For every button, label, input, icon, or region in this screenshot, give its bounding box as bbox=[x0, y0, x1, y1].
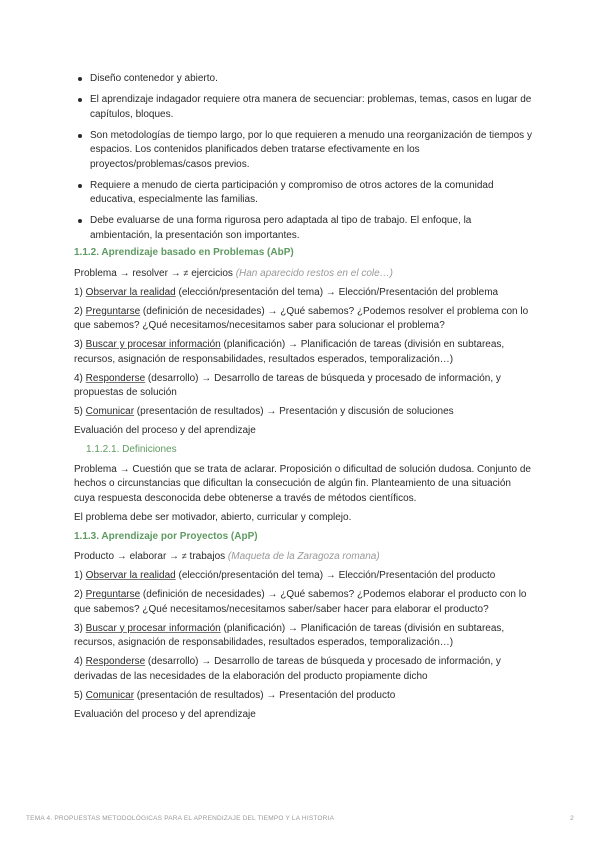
section-heading-abp: 1.1.2. Aprendizaje basado en Problemas (AbP) bbox=[74, 247, 294, 258]
example-note: (Han aparecido restos en el cole…) bbox=[235, 267, 393, 279]
abp-step-3: 3) Buscar y procesar información (planificación) → Planificación de tareas (división en subtareas, recursos, asignación de responsabilidades, resultados esperados, temporalización…) bbox=[74, 339, 505, 365]
abp-step-2: 2) Preguntarse (definición de necesidades) → ¿Qué sabemos? ¿Podemos resolver el problema con lo que sabemos? ¿Qué necesitamos/necesitamos saber para solucionar el problema? bbox=[74, 305, 529, 331]
abp-intro: Problema → resolver → ≠ ejercicios (Han aparecido restos en el cole…) bbox=[74, 267, 393, 279]
bullet-icon bbox=[78, 77, 82, 81]
list-item: Diseño contenedor y abierto. bbox=[74, 72, 534, 87]
app-step-2: 2) Preguntarse (definición de necesidades) → ¿Qué sabemos? ¿Podemos elaborar el producto con lo que sabemos? ¿Qué necesitamos/necesitamos saber/saber hacer para elaborar el producto? bbox=[74, 589, 527, 615]
app-step-5: 5) Comunicar (presentación de resultados) → Presentación del producto bbox=[74, 689, 396, 701]
bullet-icon bbox=[78, 184, 82, 188]
app-intro: Producto → elaborar → ≠ trabajos (Maqueta de la Zaragoza romana) bbox=[74, 551, 380, 562]
list-item: Debe evaluarse de una forma rigurosa pero adaptada al tipo de trabajo. El enfoque, la ambientación, la presentación son importantes. bbox=[74, 214, 534, 243]
section-heading-app: 1.1.3. Aprendizaje por Proyectos (ApP) bbox=[74, 530, 258, 542]
abp-step-1: 1) Observar la realidad (elección/presentación del tema) → Elección/Presentación del problema bbox=[74, 286, 499, 298]
app-step-1: 1) Observar la realidad (elección/presentación del tema) → Elección/Presentación del producto bbox=[74, 570, 496, 581]
definition-paragraph-2: El problema debe ser motivador, abierto, curricular y complejo. bbox=[74, 511, 352, 523]
bullet-icon bbox=[78, 98, 82, 102]
page-footer bbox=[26, 812, 574, 827]
list-item: Son metodologías de tiempo largo, por lo que requieren a menudo una reorganización de tiempos y espacios. Los contenidos planificados deben tratarse efectivamente en los proyectos/problemas/casos previos. bbox=[74, 129, 534, 173]
subsection-heading-definitions: 1.1.2.1. Definiciones bbox=[86, 444, 177, 455]
app-evaluation: Evaluación del proceso y del aprendizaje bbox=[74, 708, 256, 720]
bullet-icon bbox=[78, 134, 82, 138]
page-number: 2 bbox=[570, 815, 574, 822]
example-note: (Maqueta de la Zaragoza romana) bbox=[227, 551, 380, 562]
abp-evaluation: Evaluación del proceso y del aprendizaje bbox=[74, 425, 256, 436]
abp-step-5: 5) Comunicar (presentación de resultados) → Presentación y discusión de soluciones bbox=[74, 406, 454, 417]
bullet-icon bbox=[78, 219, 82, 223]
definition-paragraph: Problema → Cuestión que se trata de aclarar. Proposición o dificultad de solución dudosa. Conjunto de hechos o circunstancias que dificultan la consecución de algún fin. Planteamiento de una situación cuya respuesta desconocida debe obtenerse a través de métodos científicos. bbox=[74, 463, 531, 504]
list-item: El aprendizaje indagador requiere otra manera de secuenciar: problemas, temas, casos en lugar de capítulos, bloques. bbox=[74, 93, 534, 122]
app-step-3: 3) Buscar y procesar información (planificación) → Planificación de tareas (división en subtareas, recursos, asignación de responsabilidades, resultados esperados, temporalización…) bbox=[74, 622, 505, 648]
footer-title: TEMA 4. PROPUESTAS METODOLÓGICAS PARA EL APRENDIZAJE DEL TIEMPO Y LA HISTORIA bbox=[26, 815, 335, 822]
app-step-4: 4) Responderse (desarrollo) → Desarrollo de tareas de búsqueda y procesado de información, y derivadas de las necesidades de la elaboración del producto propiamente dicho bbox=[74, 656, 501, 682]
bullet-list bbox=[74, 72, 534, 250]
list-item: Requiere a menudo de cierta participación y compromiso de otros actores de la comunidad educativa, especialmente las familias. bbox=[74, 179, 534, 208]
main-content bbox=[74, 246, 534, 727]
abp-step-4: 4) Responderse (desarrollo) → Desarrollo de tareas de búsqueda y procesado de información, y propuestas de solución bbox=[74, 372, 501, 398]
